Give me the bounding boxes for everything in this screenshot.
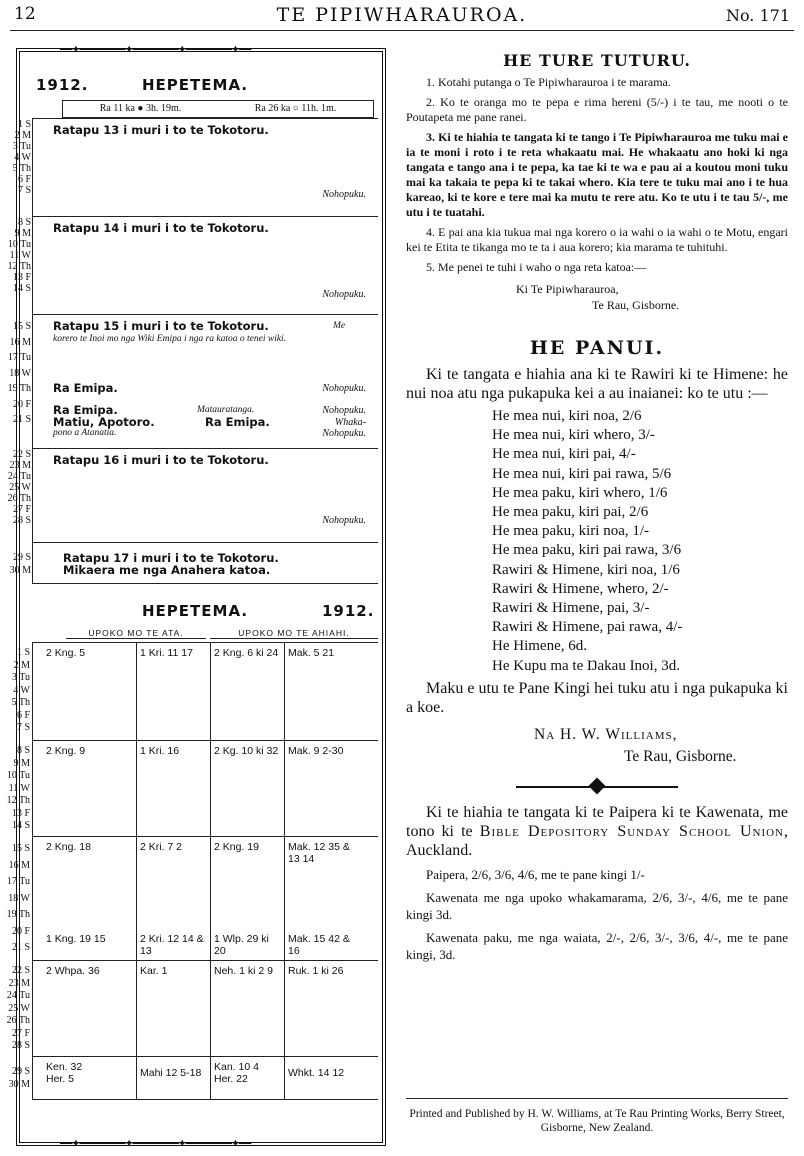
lessons-row: [6, 740, 378, 836]
week-days: 1 S 2 M 3 Tu 4 W 5 Th 6 F 7 S: [11, 647, 30, 733]
price-item: He mea paku, kiri pai rawa, 3/6: [492, 542, 682, 559]
friday-note: Matauratanga.: [197, 405, 255, 415]
saturday-lesson-3: 1 Wlp. 29 ki 20: [214, 933, 269, 957]
address-line-1: Ki Te Pipiwharauroa,: [516, 282, 619, 296]
evening-lesson-1: 2 Kg. 10 ki 32: [214, 745, 279, 757]
bible-intro: Ki te hiahia te tangata ki te Paipera ki te Kawenata, me tono ki te: [406, 803, 788, 840]
saturday-lesson-1: 1 Kng. 19 15: [46, 933, 106, 945]
fast-day-label: Nohopuku.: [322, 189, 366, 200]
evening-lesson-2: Whkt. 14 12: [288, 1067, 345, 1079]
price-item: Rawiri & Himene, pai rawa, 4/-: [492, 619, 683, 636]
calendar-week: [7, 314, 378, 440]
morning-lesson-1: Ken. 32 Her. 5: [46, 1061, 83, 1085]
bible-depository: Bible Depository Sunday School Union: [479, 822, 785, 840]
rules-heading: HE TURE TUTURU.: [503, 51, 691, 70]
page-header: [10, 2, 794, 28]
notice-intro: Ki te tangata e hiahia ana ki te Rawiri ki te Himene: he nui noa atu nga pukapuka kei a au inaianei: ko te utu :—: [406, 366, 788, 402]
price-item: He mea paku, kiri pai, 2/6: [492, 504, 649, 521]
fast-day-label: Nohopuku.: [322, 289, 366, 300]
morning-lesson-1: 2 Whpa. 36: [46, 965, 100, 977]
lessons-month: HEPETEMA.: [142, 602, 249, 620]
frame-ornament-icon: ━━✦━━━━━━━━✦━━━━━━━━✦━━━━━━━━✦━━: [60, 1137, 251, 1150]
calendar-week: [9, 542, 378, 584]
printer-imprint: Printed and Published by H. W. Williams, at Te Rau Printing Works, Berry Street, Gisborne, New Zealand.: [406, 1098, 788, 1135]
week-note: korero te Inoi mo nga Wiki Emipa i nga ra katoa o tenei wiki.: [53, 334, 287, 344]
saturday-sub-note: pono a Atanatia.: [53, 428, 117, 438]
week-days: 8 S 9 M 10 Tu 11 W 12 Th 13 F 14 S: [7, 217, 31, 294]
evening-lesson-1: 2 Kng. 19: [214, 841, 259, 853]
evening-lesson-2: Mak. 12 35 & 13 14: [288, 841, 350, 865]
week-days: 22 S 23 M 24 Tu 25 W 26 Th 27 F 28 S: [6, 965, 30, 1051]
morning-lesson-2: 1 Kri. 11 17: [140, 647, 193, 659]
newspaper-title: TE PIPIWHARAUROA.: [276, 4, 528, 26]
issue-number: No. 171: [725, 6, 790, 25]
lessons-row: [8, 1056, 378, 1100]
rule-5: 5. Me penei te tuhi i waho o nga reta katoa:—: [426, 260, 647, 274]
header-rule: [10, 30, 794, 31]
lessons-table-header: [66, 628, 378, 642]
week-days: 22 S 23 M 24 Tu 25 W 26 Th 27 F 28 S: [7, 449, 31, 526]
moon-phases: [62, 100, 374, 118]
evening-lesson-1: Neh. 1 ki 2 9: [214, 965, 273, 977]
week-days: 1 S 2 M 3 Tu 4 W 5 Th 6 F 7 S: [12, 119, 31, 196]
price-item: Rawiri & Himene, pai, 3/-: [492, 600, 650, 617]
notice-address: Te Rau, Gisborne.: [624, 747, 737, 765]
week-days: 8 S 9 M 10 Tu 11 W 12 Th 13 F 14 S: [6, 745, 30, 831]
bible-price-3: Kawenata paku, me nga waiata, 2/-, 2/6, 3/-, 3/6, 4/-, me te pane kingi, 3d.: [406, 929, 788, 962]
week-title: Ratapu 15 i muri i to te Tokotoru.: [53, 319, 269, 333]
moon-phase-full: Ra 26 ka ○ 11h. 1m.: [254, 103, 337, 114]
bible-city: , Auckland.: [406, 822, 789, 859]
price-item: He mea nui, kiri pai rawa, 5/6: [492, 465, 672, 482]
evening-lesson-2: Mak. 9 2-30: [288, 745, 344, 757]
price-item: He mea nui, kiri noa, 2/6: [492, 408, 642, 424]
bible-price-2: Kawenata me nga upoko whakamarama, 2/6, 3/-, 4/6, me te pane kingi 3d.: [406, 889, 788, 922]
empire-day-label: Ra Emipa.: [205, 415, 270, 429]
price-item: He mea nui, kiri pai, 4/-: [492, 446, 636, 463]
michaelmas-label: Mikaera me nga Anahera katoa.: [63, 563, 271, 577]
calendar-week: [7, 216, 378, 312]
diamond-ornament-icon: [589, 777, 606, 794]
calendar-week: [7, 448, 378, 540]
morning-lesson-1: 2 Kng. 9: [46, 745, 86, 757]
week-days: 15 S 16 M 17 Tu 18 W 19 Th 20 F 21 S: [6, 843, 30, 953]
week-title: Ratapu 14 i muri i to te Tokotoru.: [53, 221, 269, 235]
week-title: Ratapu 13 i muri i to te Tokotoru.: [53, 123, 269, 137]
calendar-month: HEPETEMA.: [142, 76, 249, 94]
price-item: He Kupu ma te Ŋakau Inoi, 3d.: [492, 657, 680, 674]
evening-lesson-1: Kan. 10 4 Her. 22: [214, 1061, 259, 1085]
price-item: He mea nui, kiri whero, 3/-: [492, 427, 655, 444]
rule-2: 2. Ko te oranga mo te pepa e rima hereni (5/-) i te tau, me nooti o te Poutapeta me pane ranei.: [406, 95, 788, 124]
week-title: Ratapu 17 i muri i to te Tokotoru.: [63, 551, 279, 565]
lessons-row: [6, 836, 378, 960]
price-item: He mea paku, kiri whero, 1/6: [492, 484, 668, 501]
week-days: 29 S 30 M: [9, 552, 31, 576]
evening-column-header: UPOKO MO TE AHIAHI.: [210, 628, 378, 639]
calendar-year: 1912.: [36, 76, 89, 94]
rule-4: 4. E pai ana kia tukua mai nga korero o ia wahi o ia wahi o te Motu, engari kei te Etita te tikanga mo te ta i aua korero; kia marama te tuhituhi.: [406, 225, 788, 254]
week-days: 29 S 30 M: [8, 1066, 30, 1090]
notice-heading: HE PANUI.: [529, 337, 665, 359]
saturday-note: Whaka-: [334, 417, 366, 428]
evening-lesson-1: 2 Kng. 6 ki 24: [214, 647, 279, 659]
fast-day-label: Nohopuku.: [322, 383, 366, 394]
evening-lesson-2: Ruk. 1 ki 26: [288, 965, 344, 977]
sunday-calendar: [7, 118, 378, 584]
frame-ornament-icon: ━━✦━━━━━━━━✦━━━━━━━━✦━━━━━━━━✦━━: [60, 43, 251, 56]
morning-lesson-2: Kar. 1: [140, 965, 168, 977]
moon-phase-new: Ra 11 ka ● 3h. 19m.: [99, 103, 182, 114]
page-number: 12: [14, 4, 36, 24]
price-item: He mea paku, kiri noa, 1/-: [492, 523, 650, 540]
saturday-lesson-2: 2 Kri. 12 14 & 13: [140, 933, 204, 957]
week-days: 15 S 16 M 17 Tu 18 W 19 Th 20 F 21 S: [7, 321, 31, 425]
fast-day-label: Nohopuku.: [322, 515, 366, 526]
fast-day-label: Nohopuku.: [322, 428, 366, 439]
rule-3: 3. Ki te hiahia te tangata ki te tango i Te Pipiwharauroa me tuku mai e ia te moni i roto i te reta whakaatu mai. He whakaatu ano hoki ki nga tangata e tango ana i te pepa, ka tae ki te wa e pau ai a koutou moni tuku mai ka takaia te pepa ki te takai whero. Kia tere te tuku mai ano i te hua kareao, ki te kore e tere mai ka mutu te rere atu. Ko te utu i te tau 5/-, me utu i te tuatahi.: [406, 130, 788, 219]
calendar-week: [12, 118, 378, 214]
lessons-table: [6, 628, 378, 1100]
section-divider: [406, 775, 788, 799]
fast-day-label: Nohopuku.: [322, 405, 366, 416]
right-column: [406, 48, 788, 963]
week-title: Ratapu 16 i muri i to te Tokotoru.: [53, 453, 269, 467]
price-item: He Himene, 6d.: [492, 638, 587, 655]
week-title-tail: Me: [333, 321, 346, 331]
morning-lesson-2: Mahi 12 5-18: [140, 1067, 202, 1079]
bible-notice: [406, 803, 788, 860]
bible-price-1: Paipera, 2/6, 3/6, 4/6, me te pane kingi 1/-: [426, 866, 645, 882]
rule-1: 1. Kotahi putanga o Te Pipiwharauroa i te marama.: [426, 75, 671, 89]
morning-lesson-2: 1 Kri. 16: [140, 745, 180, 757]
morning-lesson-2: 2 Kri. 7 2: [140, 841, 183, 853]
lessons-row: [11, 642, 378, 740]
lessons-row: [6, 960, 378, 1056]
lessons-year: 1912.: [322, 602, 375, 620]
morning-lesson-1: 2 Kng. 5: [46, 647, 86, 659]
empire-day-label: Ra Emipa.: [53, 381, 118, 395]
address-line-2: Te Rau, Gisborne.: [592, 298, 680, 312]
saturday-lesson-4: Mak. 15 42 & 16: [288, 933, 350, 957]
evening-lesson-2: Mak. 5 21: [288, 647, 335, 659]
saint-day-label: Matiu, Apotoro.: [53, 415, 155, 429]
price-list: [492, 407, 788, 676]
notice-signature: Na H. W. Williams,: [534, 725, 678, 743]
price-item: Rawiri & Himene, whero, 2/-: [492, 580, 669, 597]
morning-column-header: UPOKO MO TE ATA.: [66, 628, 206, 639]
notice-outro: Maku e utu te Pane Kingi hei tuku atu i nga pukapuka ki a koe.: [406, 679, 788, 716]
price-item: Rawiri & Himene, kiri noa, 1/6: [492, 561, 680, 578]
morning-lesson-1: 2 Kng. 18: [46, 841, 91, 853]
friday-label: Ra Emipa.: [53, 403, 118, 417]
